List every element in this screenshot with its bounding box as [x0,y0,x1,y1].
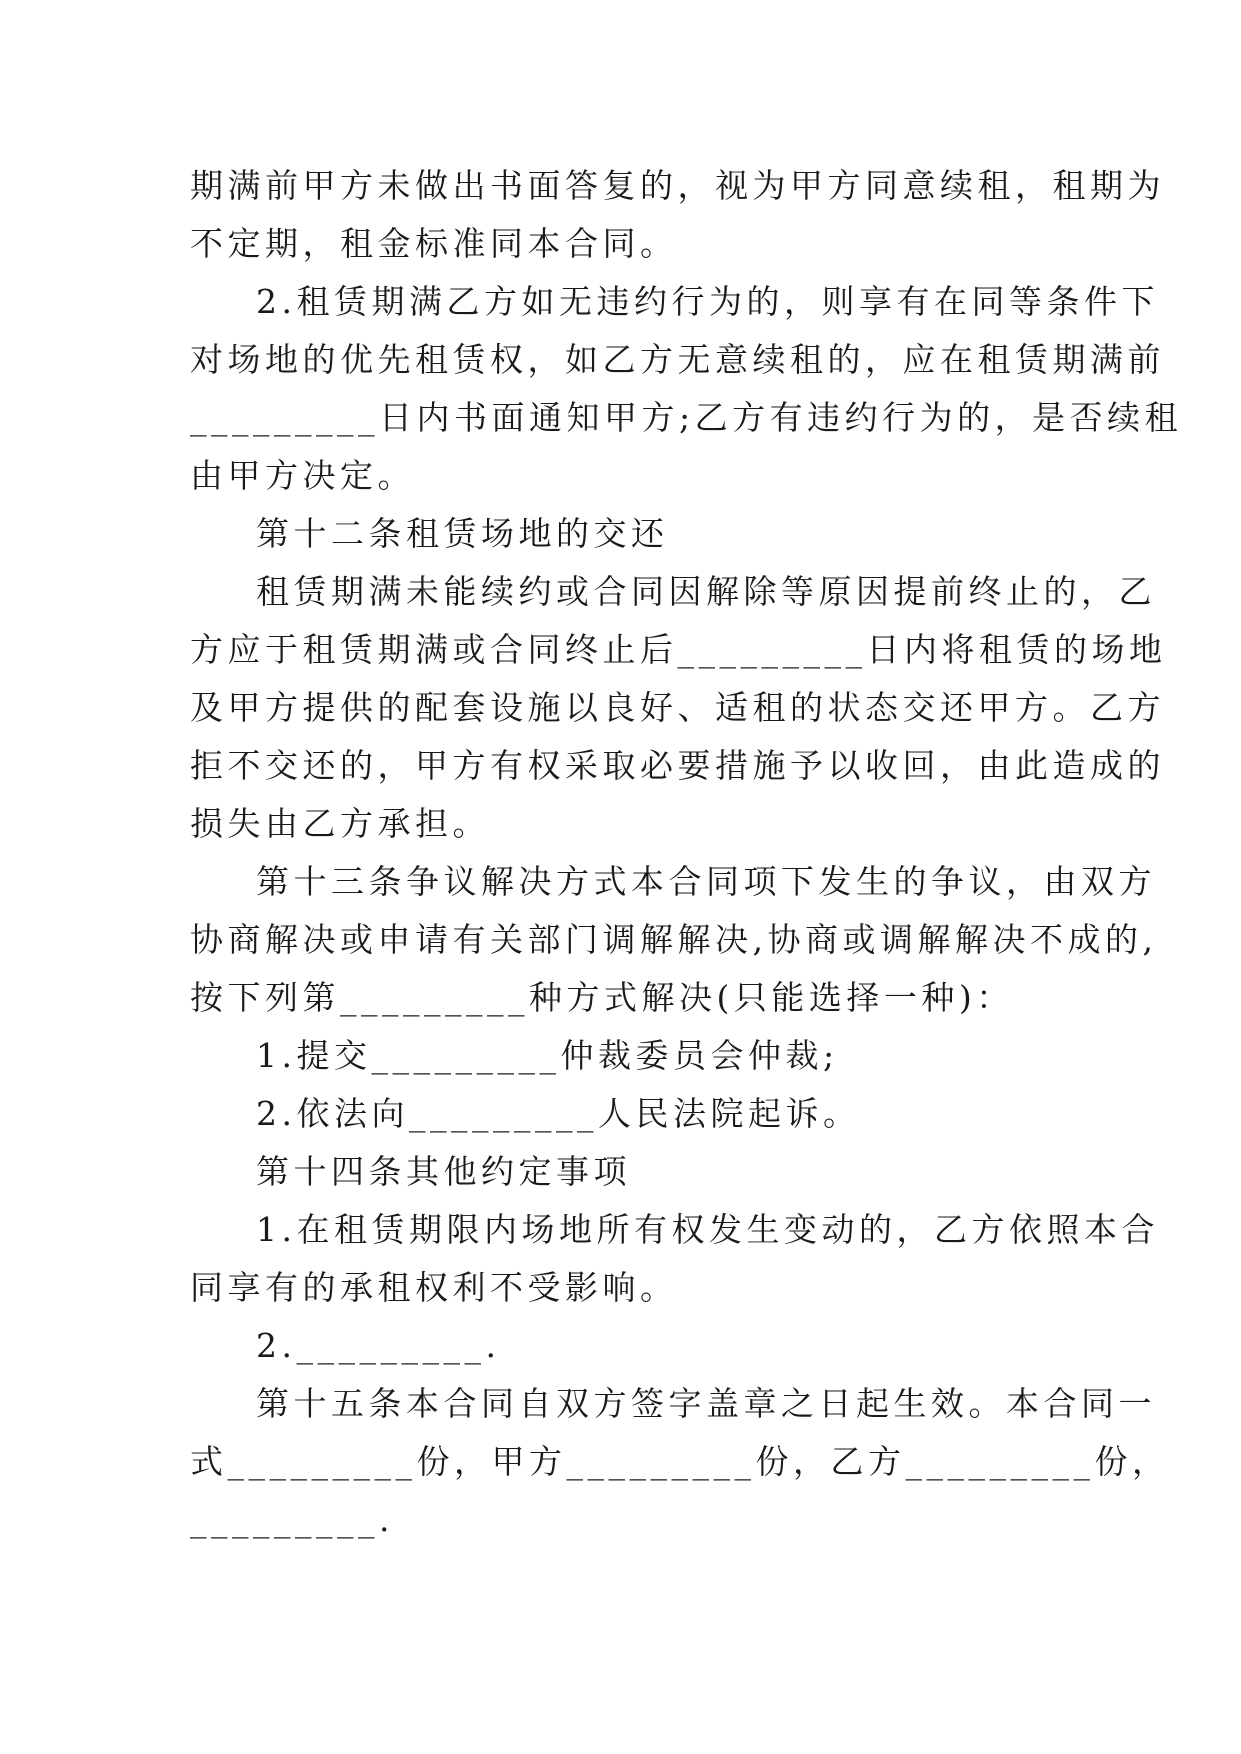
text-line: 租赁期满未能续约或合同因解除等原因提前终止的，乙 [256,572,1156,611]
text-line: 对场地的优先租赁权，如乙方无意续租的，应在租赁期满前 [190,340,1165,379]
text-line: 式_________份，甲方_________份，乙方_________份， [190,1442,1170,1481]
section-heading: 第十五条本合同自双方签字盖章之日起生效。本合同一 [256,1384,1156,1423]
list-item: 1.提交_________仲裁委员会仲裁; [256,1036,839,1075]
section-heading: 第十二条租赁场地的交还 [256,514,669,553]
section-heading: 第十四条其他约定事项 [256,1152,631,1191]
text-line: 方应于租赁期满或合同终止后_________日内将租赁的场地 [190,630,1167,669]
section-heading: 第十三条争议解决方式本合同项下发生的争议，由双方 [256,862,1156,901]
document-page [190,157,1183,1549]
text-line: 协商解决或申请有关部门调解解决,协商或调解解决不成的, [190,920,1158,959]
list-item: 2.依法向_________人民法院起诉。 [256,1094,861,1133]
text-line: 及甲方提供的配套设施以良好、适租的状态交还甲方。乙方 [190,688,1165,727]
text-line: 同享有的承租权利不受影响。 [190,1268,678,1307]
text-line: 拒不交还的，甲方有权采取必要措施予以收回，由此造成的 [190,746,1165,785]
text-line: 期满前甲方未做出书面答复的，视为甲方同意续租，租期为 [190,166,1165,205]
text-line: 由甲方决定。 [190,456,415,495]
text-line: 按下列第_________种方式解决(只能选择一种)： [190,978,1014,1017]
text-line: _________. [190,1500,394,1539]
list-item: 2._________. [256,1326,501,1365]
text-line: _________日内书面通知甲方;乙方有违约行为的，是否续租 [190,398,1183,437]
list-item: 1.在租赁期限内场地所有权发生变动的，乙方依照本合 [256,1210,1159,1249]
text-line: 损失由乙方承担。 [190,804,490,843]
text-line: 不定期，租金标准同本合同。 [190,224,678,263]
text-line: 2.租赁期满乙方如无违约行为的，则享有在同等条件下 [256,282,1159,321]
